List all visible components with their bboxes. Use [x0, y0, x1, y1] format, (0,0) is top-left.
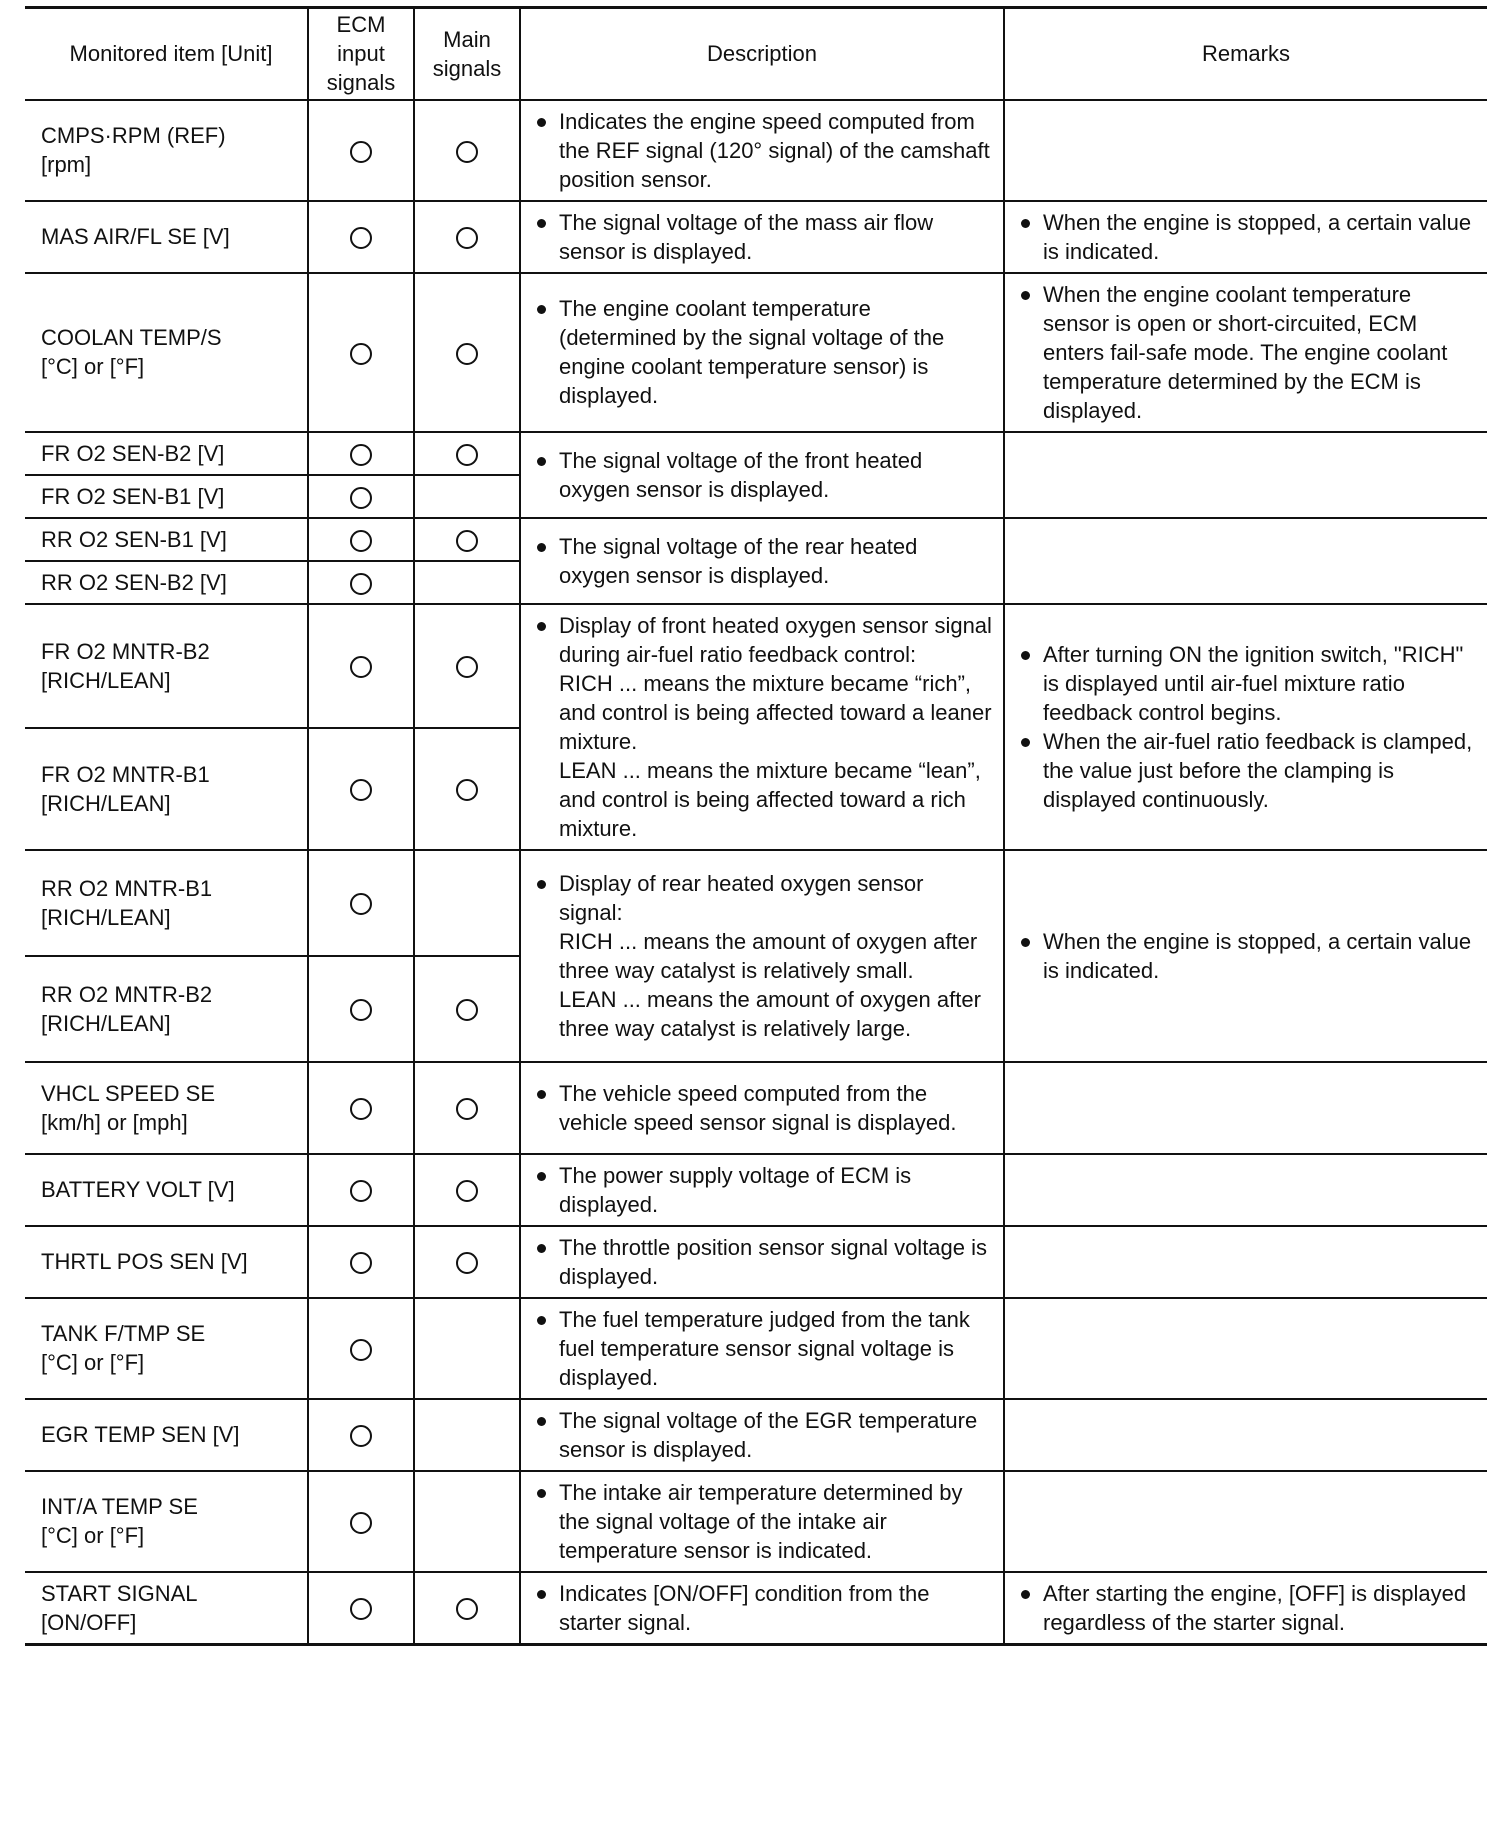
- remarks-cell: [1004, 1298, 1487, 1399]
- description-list: [531, 1305, 993, 1392]
- description-text: The vehicle speed computed from the vehicle speed sensor signal is displayed.: [531, 1079, 993, 1137]
- description-text: The signal voltage of the rear heated oxygen sensor is displayed.: [531, 532, 993, 590]
- description-list: [531, 869, 993, 1043]
- description-list: [531, 294, 993, 410]
- monitored-item-label: START SIGNAL [ON/OFF]: [41, 1580, 198, 1635]
- circle-marker-icon: [456, 444, 478, 466]
- remark-text: After turning ON the ignition switch, "RICH" is displayed until air-fuel mixture ratio feedback control begins.: [1015, 640, 1477, 727]
- monitored-item-label: THRTL POS SEN [V]: [41, 1249, 248, 1274]
- ecm-input-signal-cell: [308, 561, 414, 604]
- main-signal-cell: [414, 850, 520, 956]
- remarks-list: [1015, 1579, 1477, 1637]
- description-list: [531, 611, 993, 843]
- ecm-input-signal-cell: [308, 518, 414, 561]
- table-row: [25, 1572, 1487, 1645]
- monitor-item-table: [25, 6, 1487, 1646]
- description-list: [531, 532, 993, 590]
- main-signal-cell: [414, 561, 520, 604]
- table-row: [25, 1399, 1487, 1471]
- monitored-item-label: CMPS·RPM (REF) [rpm]: [41, 123, 226, 177]
- remarks-cell: [1004, 604, 1487, 850]
- description-cell: [520, 1399, 1004, 1471]
- description-text: The intake air temperature determined by the signal voltage of the intake air temperature sensor is indicated.: [531, 1478, 993, 1565]
- main-signal-cell: [414, 432, 520, 475]
- ecm-input-signal-cell: [308, 475, 414, 518]
- description-cell: [520, 1298, 1004, 1399]
- main-signal-cell: [414, 1298, 520, 1399]
- description-cell: [520, 604, 1004, 850]
- ecm-input-signal-cell: [308, 604, 414, 729]
- main-signal-cell: [414, 1471, 520, 1572]
- circle-marker-icon: [350, 1180, 372, 1202]
- table-row: [25, 1471, 1487, 1572]
- ecm-input-signal-cell: [308, 1298, 414, 1399]
- description-list: [531, 1079, 993, 1137]
- description-cell: [520, 201, 1004, 273]
- monitored-item-label: RR O2 MNTR-B1 [RICH/LEAN]: [41, 875, 213, 930]
- monitored-item-cell: [25, 1298, 308, 1399]
- description-cell: [520, 1572, 1004, 1645]
- circle-marker-icon: [350, 343, 372, 365]
- description-text: The signal voltage of the EGR temperature sensor is displayed.: [531, 1406, 993, 1464]
- monitored-item-cell: [25, 1154, 308, 1226]
- main-signal-cell: [414, 604, 520, 729]
- circle-marker-icon: [350, 656, 372, 678]
- circle-marker-icon: [456, 1598, 478, 1620]
- table-row: [25, 273, 1487, 432]
- circle-marker-icon: [350, 1512, 372, 1534]
- monitored-item-cell: [25, 1399, 308, 1471]
- main-signal-cell: [414, 1154, 520, 1226]
- circle-marker-icon: [350, 487, 372, 509]
- description-text: The signal voltage of the front heated oxygen sensor is displayed.: [531, 446, 993, 504]
- table-row: [25, 100, 1487, 201]
- ecm-input-signal-cell: [308, 850, 414, 956]
- remarks-list: [1015, 927, 1477, 985]
- circle-marker-icon: [456, 1252, 478, 1274]
- monitored-item-label: RR O2 SEN-B2 [V]: [41, 569, 227, 595]
- header-row: [25, 8, 1487, 100]
- remarks-cell: [1004, 518, 1487, 604]
- circle-marker-icon: [456, 343, 478, 365]
- description-cell: [520, 1154, 1004, 1226]
- remarks-cell: [1004, 1062, 1487, 1154]
- table-row: [25, 1062, 1487, 1154]
- monitored-item-cell: [25, 201, 308, 273]
- description-list: [531, 1161, 993, 1219]
- remark-text: When the engine coolant temperature sensor is open or short-circuited, ECM enters fail-safe mode. The engine coolant temperature determined by the ECM is displayed.: [1015, 280, 1477, 425]
- circle-marker-icon: [350, 893, 372, 915]
- description-text: Display of rear heated oxygen sensor signal: RICH ... means the amount of oxygen after three way catalyst is relatively small. LEAN ... means the amount of oxygen after three way catalyst is relatively large.: [531, 869, 993, 1043]
- circle-marker-icon: [456, 530, 478, 552]
- remarks-cell: [1004, 1154, 1487, 1226]
- monitored-item-label: FR O2 SEN-B2 [V]: [41, 440, 225, 466]
- table-row: [25, 1226, 1487, 1298]
- main-signal-cell: [414, 201, 520, 273]
- monitored-item-label: INT/A TEMP SE [°C] or [°F]: [41, 1494, 198, 1548]
- ecm-input-signal-cell: [308, 273, 414, 432]
- remarks-list: [1015, 208, 1477, 266]
- remarks-cell: [1004, 1226, 1487, 1298]
- description-text: Indicates the engine speed computed from the REF signal (120° signal) of the camshaft position sensor.: [531, 107, 993, 194]
- header-main-label: Main signals: [432, 26, 502, 81]
- ecm-input-signal-cell: [308, 728, 414, 849]
- circle-marker-icon: [456, 656, 478, 678]
- table-row: [25, 432, 1487, 475]
- monitored-item-cell: [25, 728, 308, 849]
- header-monitored-item: [25, 8, 308, 100]
- circle-marker-icon: [350, 573, 372, 595]
- header-remarks: [1004, 8, 1487, 100]
- remark-text: When the engine is stopped, a certain value is indicated.: [1015, 208, 1477, 266]
- header-ecm-input-signals: [308, 8, 414, 100]
- table-body: [25, 100, 1487, 1645]
- monitored-item-cell: [25, 561, 308, 604]
- remarks-cell: [1004, 1572, 1487, 1645]
- remarks-cell: [1004, 1399, 1487, 1471]
- remarks-list: [1015, 280, 1477, 425]
- monitored-item-cell: [25, 1226, 308, 1298]
- description-cell: [520, 273, 1004, 432]
- circle-marker-icon: [456, 227, 478, 249]
- table-row: [25, 518, 1487, 561]
- description-text: Display of front heated oxygen sensor signal during air-fuel ratio feedback control: RICH ... means the mixture became “rich”, and control is being affected toward a leaner mixture. LEAN ... means the mixture became “lean”, and control is being affected toward a rich mixture.: [531, 611, 993, 843]
- description-list: [531, 208, 993, 266]
- description-cell: [520, 1226, 1004, 1298]
- description-text: The signal voltage of the mass air flow sensor is displayed.: [531, 208, 993, 266]
- description-text: The engine coolant temperature (determined by the signal voltage of the engine coolant temperature sensor) is displayed.: [531, 294, 993, 410]
- circle-marker-icon: [350, 227, 372, 249]
- main-signal-cell: [414, 1062, 520, 1154]
- description-text: The fuel temperature judged from the tank fuel temperature sensor signal voltage is displayed.: [531, 1305, 993, 1392]
- header-description-label: Description: [706, 41, 818, 67]
- description-cell: [520, 432, 1004, 518]
- monitored-item-cell: [25, 273, 308, 432]
- circle-marker-icon: [456, 141, 478, 163]
- main-signal-cell: [414, 956, 520, 1062]
- main-signal-cell: [414, 518, 520, 561]
- header-ecm-label: ECM input signals: [326, 12, 396, 96]
- monitored-item-cell: [25, 956, 308, 1062]
- monitored-item-label: COOLAN TEMP/S [°C] or [°F]: [41, 325, 222, 379]
- table-row: [25, 201, 1487, 273]
- main-signal-cell: [414, 728, 520, 849]
- header-description: [520, 8, 1004, 100]
- remarks-cell: [1004, 273, 1487, 432]
- circle-marker-icon: [456, 1180, 478, 1202]
- main-signal-cell: [414, 100, 520, 201]
- document-page: [25, 6, 1473, 1646]
- ecm-input-signal-cell: [308, 956, 414, 1062]
- table-row: [25, 604, 1487, 729]
- ecm-input-signal-cell: [308, 201, 414, 273]
- monitored-item-label: TANK F/TMP SE [°C] or [°F]: [41, 1321, 206, 1375]
- main-signal-cell: [414, 1226, 520, 1298]
- header-main-signals: [414, 8, 520, 100]
- ecm-input-signal-cell: [308, 1399, 414, 1471]
- circle-marker-icon: [350, 1098, 372, 1120]
- table-row: [25, 1298, 1487, 1399]
- monitored-item-cell: [25, 100, 308, 201]
- remarks-cell: [1004, 432, 1487, 518]
- monitored-item-label: MAS AIR/FL SE [V]: [41, 224, 230, 249]
- circle-marker-icon: [350, 999, 372, 1021]
- monitored-item-cell: [25, 475, 308, 518]
- circle-marker-icon: [350, 1425, 372, 1447]
- remarks-cell: [1004, 201, 1487, 273]
- ecm-input-signal-cell: [308, 100, 414, 201]
- monitored-item-label: VHCL SPEED SE [km/h] or [mph]: [41, 1080, 216, 1135]
- description-text: Indicates [ON/OFF] condition from the starter signal.: [531, 1579, 993, 1637]
- monitored-item-label: FR O2 SEN-B1 [V]: [41, 483, 225, 509]
- monitored-item-cell: [25, 1572, 308, 1645]
- circle-marker-icon: [350, 530, 372, 552]
- description-cell: [520, 1471, 1004, 1572]
- ecm-input-signal-cell: [308, 432, 414, 475]
- ecm-input-signal-cell: [308, 1572, 414, 1645]
- circle-marker-icon: [350, 1598, 372, 1620]
- remark-text: After starting the engine, [OFF] is displayed regardless of the starter signal.: [1015, 1579, 1477, 1637]
- main-signal-cell: [414, 273, 520, 432]
- monitored-item-label: EGR TEMP SEN [V]: [41, 1422, 240, 1447]
- header-monitored-item-label: Monitored item [Unit]: [69, 41, 273, 67]
- description-list: [531, 1406, 993, 1464]
- remark-text: When the engine is stopped, a certain value is indicated.: [1015, 927, 1477, 985]
- main-signal-cell: [414, 1399, 520, 1471]
- description-list: [531, 446, 993, 504]
- monitored-item-cell: [25, 604, 308, 729]
- remarks-cell: [1004, 100, 1487, 201]
- circle-marker-icon: [456, 779, 478, 801]
- ecm-input-signal-cell: [308, 1062, 414, 1154]
- circle-marker-icon: [456, 999, 478, 1021]
- remarks-cell: [1004, 850, 1487, 1062]
- circle-marker-icon: [350, 444, 372, 466]
- main-signal-cell: [414, 1572, 520, 1645]
- monitored-item-cell: [25, 1471, 308, 1572]
- circle-marker-icon: [350, 1339, 372, 1361]
- remark-text: When the air-fuel ratio feedback is clamped, the value just before the clamping is displayed continuously.: [1015, 727, 1477, 814]
- monitored-item-label: FR O2 MNTR-B1 [RICH/LEAN]: [41, 761, 210, 816]
- description-cell: [520, 1062, 1004, 1154]
- description-list: [531, 107, 993, 194]
- circle-marker-icon: [350, 141, 372, 163]
- description-text: The throttle position sensor signal voltage is displayed.: [531, 1233, 993, 1291]
- monitored-item-label: BATTERY VOLT [V]: [41, 1177, 235, 1202]
- monitored-item-cell: [25, 518, 308, 561]
- monitored-item-cell: [25, 850, 308, 956]
- header-remarks-label: Remarks: [1201, 41, 1290, 67]
- description-list: [531, 1478, 993, 1565]
- monitored-item-label: RR O2 SEN-B1 [V]: [41, 526, 227, 552]
- monitored-item-label: RR O2 MNTR-B2 [RICH/LEAN]: [41, 981, 213, 1036]
- table-row: [25, 850, 1487, 956]
- circle-marker-icon: [456, 1098, 478, 1120]
- table-row: [25, 1154, 1487, 1226]
- circle-marker-icon: [350, 1252, 372, 1274]
- ecm-input-signal-cell: [308, 1154, 414, 1226]
- monitored-item-cell: [25, 1062, 308, 1154]
- description-cell: [520, 100, 1004, 201]
- description-list: [531, 1579, 993, 1637]
- description-cell: [520, 518, 1004, 604]
- circle-marker-icon: [350, 779, 372, 801]
- remarks-cell: [1004, 1471, 1487, 1572]
- description-list: [531, 1233, 993, 1291]
- monitored-item-label: FR O2 MNTR-B2 [RICH/LEAN]: [41, 638, 210, 693]
- ecm-input-signal-cell: [308, 1471, 414, 1572]
- description-text: The power supply voltage of ECM is displayed.: [531, 1161, 993, 1219]
- description-cell: [520, 850, 1004, 1062]
- main-signal-cell: [414, 475, 520, 518]
- monitored-item-cell: [25, 432, 308, 475]
- ecm-input-signal-cell: [308, 1226, 414, 1298]
- remarks-list: [1015, 640, 1477, 814]
